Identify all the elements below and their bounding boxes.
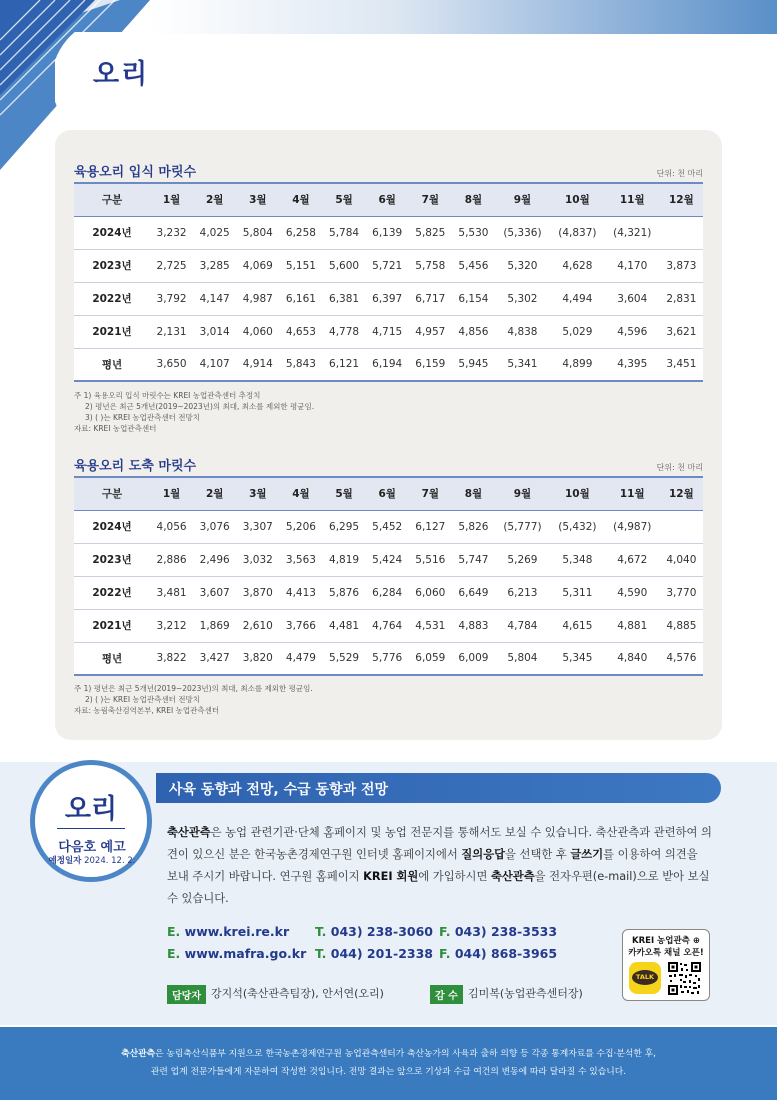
table-cell: 4,025: [193, 216, 236, 249]
table-2-notes: [74, 683, 313, 716]
table-cell: 5,029: [550, 315, 605, 348]
header-month: 12월: [660, 183, 703, 216]
next-issue-label: 다음호 예고: [58, 840, 126, 855]
table-cell: 3,232: [150, 216, 193, 249]
table-cell: 5,452: [366, 510, 409, 543]
table-cell: 4,784: [495, 609, 550, 642]
table-cell: 6,154: [452, 282, 495, 315]
table-cell: 3,621: [660, 315, 703, 348]
header-category: 구분: [74, 477, 150, 510]
header-month: 5월: [323, 183, 366, 216]
table-cell: 3,650: [150, 348, 193, 381]
table-cell: 3,563: [279, 543, 322, 576]
table-cell: 4,060: [236, 315, 279, 348]
table-cell: 3,285: [193, 249, 236, 282]
email-key: E.: [167, 924, 181, 939]
header-month: 6월: [366, 183, 409, 216]
table-cell: 4,170: [605, 249, 660, 282]
row-label: 평년: [74, 642, 150, 675]
table-cell: 6,284: [366, 576, 409, 609]
table-cell: 6,295: [323, 510, 366, 543]
table-cell: 5,825: [409, 216, 452, 249]
table-cell: 4,040: [660, 543, 703, 576]
table-cell: 4,628: [550, 249, 605, 282]
table-cell: 5,804: [236, 216, 279, 249]
note-line: 3) ( )는 KREI 농업관측센터 전망치: [85, 413, 200, 422]
desc-text-1: 은 농업 관련기관·단체 홈페이지 및 농업 전문지를 통해서도 보실 수 있습니다. 축산관측과 관련하여 의견이 있으신 분은 한국농촌경제연구원 인터넷 홈페이지에서: [167, 826, 712, 861]
note-line: 주 1) 육용오리 입식 마릿수는 KREI 농업관측센터 추정치: [74, 391, 261, 400]
table-cell: 5,311: [550, 576, 605, 609]
desc-bold-write: 글쓰기: [570, 848, 604, 861]
table-cell: 5,721: [366, 249, 409, 282]
table-cell: 6,381: [323, 282, 366, 315]
staff-names: 강지석(축산관측팀장), 안서연(오리): [211, 987, 384, 1000]
table-cell: 5,529: [323, 642, 366, 675]
header-month: 10월: [550, 477, 605, 510]
table-cell: 3,076: [193, 510, 236, 543]
header-month: 2월: [193, 477, 236, 510]
desc-text-2: 을 선택한 후: [505, 848, 571, 861]
table-cell: [660, 510, 703, 543]
table-cell: 4,576: [660, 642, 703, 675]
table-row: [74, 510, 703, 543]
table-cell: 2,831: [660, 282, 703, 315]
table-cell: 6,159: [409, 348, 452, 381]
table-cell: 5,804: [495, 642, 550, 675]
table-cell: 5,876: [323, 576, 366, 609]
table-cell: 6,649: [452, 576, 495, 609]
table-cell: 3,604: [605, 282, 660, 315]
row-label: 2021년: [74, 315, 150, 348]
kakao-line-1: KREI 농업관측 ⊕: [632, 936, 700, 946]
table-cell: (5,777): [495, 510, 550, 543]
table-cell: 6,127: [409, 510, 452, 543]
kakao-line-2: 카카오톡 채널 오픈!: [628, 948, 704, 958]
phone-value: 043) 238-3060: [330, 924, 433, 939]
table-cell: 5,945: [452, 348, 495, 381]
table-cell: 4,672: [605, 543, 660, 576]
table-2-title: 육용오리 도축 마릿수: [74, 459, 197, 474]
footer-text: [0, 1045, 777, 1081]
table-cell: 4,778: [323, 315, 366, 348]
table-cell: 4,840: [605, 642, 660, 675]
table-cell: 3,873: [660, 249, 703, 282]
table-cell: 4,494: [550, 282, 605, 315]
supervisor-tag: 감 수: [430, 985, 463, 1004]
row-label: 2024년: [74, 216, 150, 249]
phone-mafra: [315, 946, 433, 961]
table-cell: 4,479: [279, 642, 322, 675]
table-cell: 5,516: [409, 543, 452, 576]
table-cell: 6,258: [279, 216, 322, 249]
fax-key: F.: [439, 924, 451, 939]
table-cell: 6,717: [409, 282, 452, 315]
header-month: 1월: [150, 477, 193, 510]
footer-bold: 축산관측: [121, 1049, 156, 1059]
description-paragraph: [167, 822, 712, 910]
table-cell: 4,715: [366, 315, 409, 348]
header-month: 3월: [236, 477, 279, 510]
table-cell: 5,348: [550, 543, 605, 576]
phone-key: T.: [315, 946, 327, 961]
fax-key: F.: [439, 946, 451, 961]
table-cell: 2,886: [150, 543, 193, 576]
note-line: 2) 평년은 최근 5개년(2019~2023년)의 최대, 최소를 제외한 평균임.: [85, 402, 315, 411]
table-cell: 5,341: [495, 348, 550, 381]
table-cell: 3,032: [236, 543, 279, 576]
email-value: www.mafra.go.kr: [184, 946, 307, 961]
table-cell: 3,307: [236, 510, 279, 543]
table-cell: 4,957: [409, 315, 452, 348]
fax-value: 044) 868-3965: [454, 946, 558, 961]
table-cell: 2,496: [193, 543, 236, 576]
table-cell: 4,819: [323, 543, 366, 576]
table-cell: 4,856: [452, 315, 495, 348]
header-month: 6월: [366, 477, 409, 510]
table-cell: 5,776: [366, 642, 409, 675]
phone-krei: [315, 924, 433, 939]
header-month: 8월: [452, 183, 495, 216]
row-label: 2023년: [74, 249, 150, 282]
desc-bold-qna: 질의응답: [461, 848, 506, 861]
email-link-krei[interactable]: [167, 924, 289, 939]
table-1-unit: 단위: 천 마리: [656, 169, 703, 178]
header-month: 9월: [495, 477, 550, 510]
table-row: [74, 249, 703, 282]
table-cell: 3,870: [236, 576, 279, 609]
header-month: 10월: [550, 183, 605, 216]
table-cell: 5,784: [323, 216, 366, 249]
table-1-notes: [74, 390, 314, 434]
table-cell: 5,530: [452, 216, 495, 249]
table-cell: 6,139: [366, 216, 409, 249]
table-duck-slaughter: [74, 476, 703, 676]
table-cell: 4,395: [605, 348, 660, 381]
table-cell: 4,881: [605, 609, 660, 642]
table-cell: 3,451: [660, 348, 703, 381]
table-duck-stocking: [74, 182, 703, 382]
table-row: [74, 216, 703, 249]
table-row: [74, 576, 703, 609]
table-cell: 4,069: [236, 249, 279, 282]
table-cell: 5,456: [452, 249, 495, 282]
top-gradient-bar: [150, 0, 777, 34]
table-row: [74, 282, 703, 315]
table-row: [74, 543, 703, 576]
table-cell: 6,121: [323, 348, 366, 381]
table-cell: 6,213: [495, 576, 550, 609]
header-month: 3월: [236, 183, 279, 216]
kakao-channel-box[interactable]: [622, 929, 710, 1001]
table-cell: 4,481: [323, 609, 366, 642]
staff-tag: 담당자: [167, 985, 206, 1004]
table-cell: 5,269: [495, 543, 550, 576]
phone-key: T.: [315, 924, 327, 939]
topic-banner-text: 사육 동향과 전망, 수급 동향과 전망: [169, 782, 389, 798]
header-month: 7월: [409, 183, 452, 216]
table-cell: 4,914: [236, 348, 279, 381]
table-cell: 3,770: [660, 576, 703, 609]
row-label: 2024년: [74, 510, 150, 543]
table-cell: 3,481: [150, 576, 193, 609]
row-label: 2023년: [74, 543, 150, 576]
table-cell: 3,792: [150, 282, 193, 315]
note-line: 자료: KREI 농업관측센터: [74, 424, 157, 433]
table-cell: 2,610: [236, 609, 279, 642]
table-cell: 6,194: [366, 348, 409, 381]
header-month: 12월: [660, 477, 703, 510]
table-cell: 3,607: [193, 576, 236, 609]
next-issue-title: 오리: [64, 794, 118, 825]
fax-krei: [439, 924, 557, 939]
table-cell: (4,837): [550, 216, 605, 249]
desc-text-4: 에 가입하시면: [418, 870, 491, 883]
table-header-row: [74, 183, 703, 216]
table-cell: 4,056: [150, 510, 193, 543]
table-cell: 5,424: [366, 543, 409, 576]
table-cell: 5,747: [452, 543, 495, 576]
footer-line-1-text: 은 농림축산식품부 지원으로 한국농촌경제연구원 농업관측센터가 축산농가의 사육과 출하 의향 등 각종 통계자료를 수집·분석한 후,: [155, 1049, 656, 1059]
phone-value: 044) 201-2338: [330, 946, 433, 961]
table-cell: 3,766: [279, 609, 322, 642]
table-cell: 4,987: [236, 282, 279, 315]
table-cell: 6,060: [409, 576, 452, 609]
qr-code-icon[interactable]: [667, 961, 702, 996]
header-month: 1월: [150, 183, 193, 216]
table-cell: 4,899: [550, 348, 605, 381]
table-cell: 5,206: [279, 510, 322, 543]
table-cell: 2,725: [150, 249, 193, 282]
table-cell: 5,345: [550, 642, 605, 675]
note-line: 자료: 농림축산검역본부, KREI 농업관측센터: [74, 706, 220, 715]
badge-divider: [57, 828, 125, 829]
row-label: 2021년: [74, 609, 150, 642]
table-cell: 2,131: [150, 315, 193, 348]
row-label: 2022년: [74, 576, 150, 609]
table-cell: (4,321): [605, 216, 660, 249]
row-label: 2022년: [74, 282, 150, 315]
desc-text-3: 를 이용하여 의견을 보내 주시기 바랍니다. 연구원 홈페이지: [167, 848, 698, 883]
table-1-title: 육용오리 입식 마릿수: [74, 165, 197, 180]
note-line: 2) ( )는 KREI 농업관측센터 전망치: [85, 695, 200, 704]
next-date-label: 예정일자: [48, 856, 82, 866]
desc-bold-member: KREI 회원: [363, 870, 419, 883]
desc-text-5: 을 전자우편(e-mail)으로 받아 보실 수 있습니다.: [167, 870, 710, 905]
table-cell: 5,302: [495, 282, 550, 315]
supervisor-name: 김미복(농업관측센터장): [468, 987, 583, 1000]
table-cell: 4,764: [366, 609, 409, 642]
header-month: 5월: [323, 477, 366, 510]
table-cell: 4,885: [660, 609, 703, 642]
header-month: 11월: [605, 183, 660, 216]
table-cell: 6,059: [409, 642, 452, 675]
header-month: 4월: [279, 183, 322, 216]
table-cell: (5,336): [495, 216, 550, 249]
fax-value: 043) 238-3533: [454, 924, 558, 939]
email-link-mafra[interactable]: [167, 946, 306, 961]
email-key: E.: [167, 946, 181, 961]
email-value: www.krei.re.kr: [184, 924, 290, 939]
table-cell: (5,432): [550, 510, 605, 543]
table-row: [74, 348, 703, 381]
table-cell: 5,600: [323, 249, 366, 282]
table-cell: 3,427: [193, 642, 236, 675]
table-cell: [660, 216, 703, 249]
table-cell: 4,615: [550, 609, 605, 642]
header-category: 구분: [74, 183, 150, 216]
header-month: 4월: [279, 477, 322, 510]
kakao-talk-label: TALK: [632, 970, 658, 985]
table-cell: 4,531: [409, 609, 452, 642]
table-cell: 4,107: [193, 348, 236, 381]
fax-mafra: [439, 946, 557, 961]
table-cell: 4,838: [495, 315, 550, 348]
header-month: 2월: [193, 183, 236, 216]
header-month: 11월: [605, 477, 660, 510]
footer-line-1: [0, 1045, 777, 1063]
table-cell: 4,413: [279, 576, 322, 609]
table-cell: 5,151: [279, 249, 322, 282]
table-row: [74, 315, 703, 348]
kakao-talk-icon: [629, 962, 661, 994]
table-2-unit: 단위: 천 마리: [656, 463, 703, 472]
footer-line-2: 관련 업계 전문가들에게 자문하여 작성한 것입니다. 전망 결과는 앞으로 기상과 수급 여건의 변동에 따라 달라질 수 있습니다.: [150, 1067, 627, 1077]
desc-bold-1: 축산관측: [167, 826, 211, 839]
table-header-row: [74, 477, 703, 510]
desc-bold-2: 축산관측: [490, 870, 535, 883]
header-month: 7월: [409, 477, 452, 510]
table-cell: 5,758: [409, 249, 452, 282]
next-date-value: 2024. 12. 2.: [84, 856, 136, 866]
table-cell: 4,653: [279, 315, 322, 348]
page-title: 오리: [93, 59, 150, 90]
table-cell: 3,822: [150, 642, 193, 675]
table-cell: 6,009: [452, 642, 495, 675]
table-cell: 4,596: [605, 315, 660, 348]
row-label: 평년: [74, 348, 150, 381]
table-cell: 5,843: [279, 348, 322, 381]
table-cell: 4,883: [452, 609, 495, 642]
table-cell: 4,590: [605, 576, 660, 609]
table-cell: (4,987): [605, 510, 660, 543]
table-cell: 1,869: [193, 609, 236, 642]
table-cell: 3,820: [236, 642, 279, 675]
table-cell: 4,147: [193, 282, 236, 315]
table-cell: 6,161: [279, 282, 322, 315]
table-cell: 5,320: [495, 249, 550, 282]
header-month: 9월: [495, 183, 550, 216]
table-cell: 3,212: [150, 609, 193, 642]
table-row: [74, 642, 703, 675]
table-row: [74, 609, 703, 642]
note-line: 주 1) 평년은 최근 5개년(2019~2023년)의 최대, 최소를 제외한 평균임.: [74, 684, 313, 693]
table-cell: 6,397: [366, 282, 409, 315]
header-month: 8월: [452, 477, 495, 510]
table-cell: 5,826: [452, 510, 495, 543]
next-issue-date: [22, 854, 162, 866]
table-cell: 3,014: [193, 315, 236, 348]
